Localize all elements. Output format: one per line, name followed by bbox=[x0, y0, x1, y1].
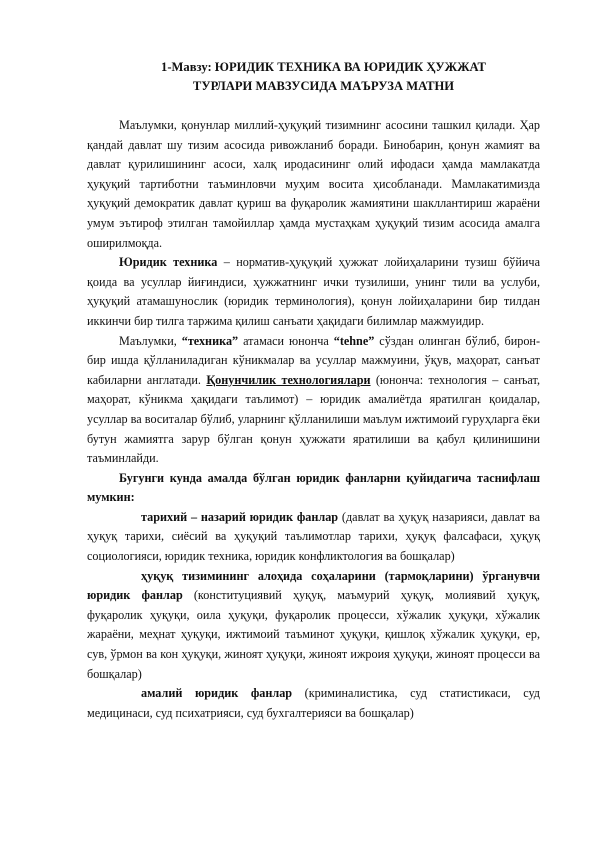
legal-technique-definition: – норматив-ҳуқуқий ҳужжат лойиҳаларини тузиш бўйича қоида ва усуллар йиғиндиси, ҳужжатнинг ички тузилиши, унинг тили ва услуби, ҳуқуқий атамашунослик (юридик терминология), қонун лойиҳаларини бир тилдан иккинчи бир тилга таржима қилиш санъати ҳақидаги билимлар мажмуидир. bbox=[87, 255, 540, 328]
term-applied-sciences: амалий юридик фанлар bbox=[141, 686, 293, 701]
paragraph-branch-sciences bbox=[87, 567, 540, 685]
paragraph-technique-etymology bbox=[87, 332, 540, 469]
paragraph-historical-theoretical bbox=[87, 508, 540, 567]
historical-theoretical-list: (давлат ва ҳуқуқ назарияси, давлат ва ҳуқуқ тарихи, сиёсий ва ҳуқуқий таълимотлар тарихи, ҳуқуқ фалсафаси, ҳуқуқ социологияси, юридик техника, юридик конфликтология ва бошқалар) bbox=[87, 509, 540, 564]
term-tehne: “tehne” bbox=[333, 333, 375, 348]
etymology-text-a: Маълумки, bbox=[119, 333, 182, 348]
classification-intro-text: Бугунги кунда амалда бўлган юридик фанларни қуйидагича таснифлаш мумкин: bbox=[87, 470, 540, 505]
paragraph-classification-intro bbox=[87, 469, 540, 508]
document-title bbox=[87, 58, 540, 96]
etymology-text-b: атамаси юнонча bbox=[238, 333, 334, 348]
term-legislative-technologies: Қонунчилик технологиялари bbox=[206, 372, 371, 387]
paragraph-applied-sciences bbox=[87, 684, 540, 723]
term-branch-sciences: ҳуқуқ тизимининг алоҳида соҳаларини (тармоқларини) ўрганувчи юридик фанлар bbox=[87, 568, 540, 603]
paragraph-legal-technique bbox=[87, 253, 540, 331]
branch-sciences-list: (конституциявий ҳуқуқ, маъмурий ҳуқуқ, молиявий ҳуқуқ, фуқаролик ҳуқуқи, оила ҳуқуқи, фуқаролик процесси, хўжалик ҳуқуқи, хўжалик жараёни, меҳнат ҳуқуқи, ижтимоий таъминот ҳуқуқи, қишлоқ хўжалик ҳуқуқи, ер, сув, ўрмон ва кон ҳуқуқи, жиноят ҳуқуқи, жиноят ижроия ҳуқуқи, жиноят процесси ва бошқалар) bbox=[87, 588, 540, 681]
applied-sciences-list: (криминалистика, суд статистикаси, суд медицинаси, суд психатрияси, суд бухгалтерияси ва бошқалар) bbox=[87, 686, 540, 720]
term-legal-technique: Юридик техника bbox=[119, 255, 218, 270]
etymology-text-d: (юнонча: технология – санъат, маҳорат, кўникма ҳақидаги таълимот) – юридик амалиётда яратилган қоидалар, усуллар ва воситалар бўлиб, уларнинг қўлланилиши маълум ижтимоий гуруҳларга ёки бутун жамиятга зарур бўлган қонун ҳужжати яратилиши ва қабул қилинишини таъминлайди. bbox=[87, 372, 540, 466]
term-technika: “техника” bbox=[181, 333, 239, 348]
term-historical-theoretical: тарихий – назарий юридик фанлар bbox=[141, 509, 339, 524]
title-line-1: 1-Мавзу: ЮРИДИК ТЕХНИКА ВА ЮРИДИК ҲУЖЖАТ bbox=[161, 60, 486, 74]
paragraph-intro: Маълумки, қонунлар миллий-ҳуқуқий тизимнинг асосини ташкил қилади. Ҳар қандай давлат шу тизим асосида ривожланиб боради. Бинобарин, қонун жамият ва давлат қурилишининг асоси, халқ иродасининг олий ифодаси ҳамда мамлакатда ҳуқуқий тартиботни таъминловчи муҳим восита ҳисобланади. Мамлакатимизда ҳуқуқий демократик давлат қуриш ва фуқаролик жамиятини шакллантириш жараёни умум эътироф этилган тамойиллар ҳамда мустаҳкам ҳуқуқий тизим асосида амалга оширилмоқда. bbox=[87, 118, 540, 250]
title-line-2: ТУРЛАРИ МАВЗУСИДА МАЪРУЗА МАТНИ bbox=[192, 79, 455, 93]
etymology-text-c: сўздан олинган бўлиб, бирон-бир ишда қўлланиладиган кўникмалар ва усуллар мажмуини, ўқув, маҳорат, санъат кабиларни англатади. bbox=[87, 333, 540, 387]
